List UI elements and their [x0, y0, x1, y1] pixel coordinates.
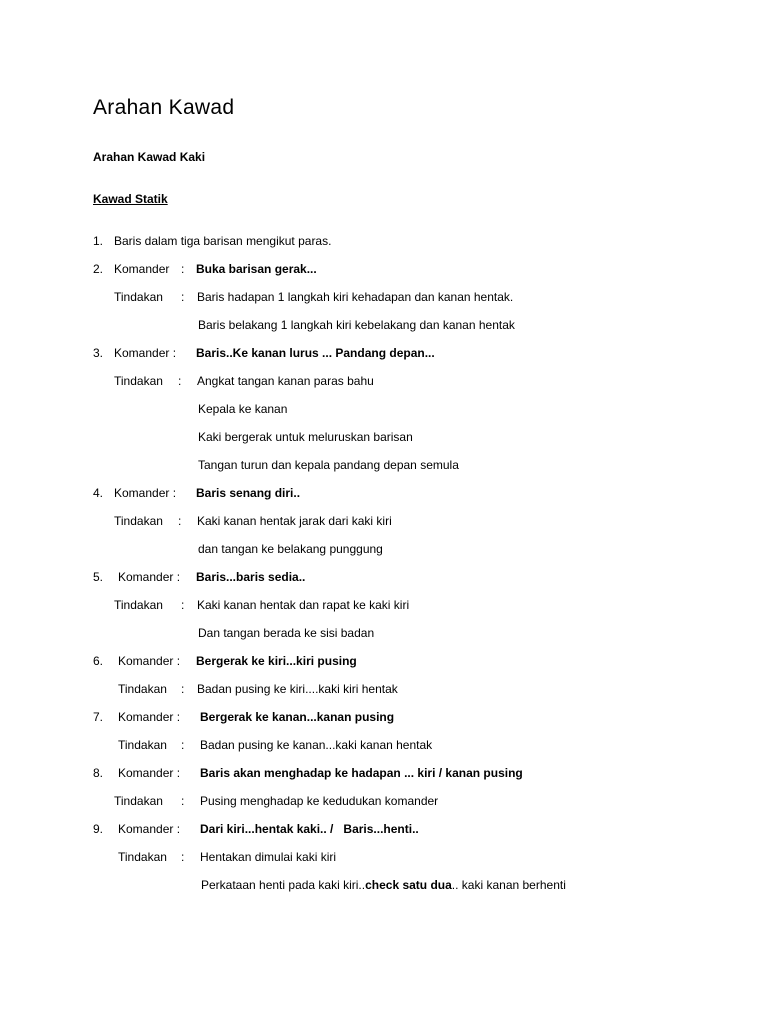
komander-label: Komander — [114, 262, 170, 276]
tindakan-label: Tindakan — [114, 374, 163, 388]
command-text: Bergerak ke kanan...kanan pusing — [200, 710, 395, 724]
action-text: Baris belakang 1 langkah kiri kebelakang dan kanan hentak — [198, 318, 515, 332]
tindakan-label: Tindakan — [114, 794, 163, 808]
command-text: Baris...baris sedia.. — [196, 570, 306, 584]
page-title: Arahan Kawad — [93, 96, 235, 119]
tindakan-colon: : — [181, 598, 185, 612]
command-text: Buka barisan gerak... — [196, 262, 317, 276]
item-number: 9. — [93, 822, 104, 836]
action-text: Dan tangan berada ke sisi badan — [198, 626, 375, 640]
komander-colon: : — [181, 262, 185, 276]
komander-label: Komander : — [118, 710, 181, 724]
action-text: Kaki kanan hentak jarak dari kaki kiri — [197, 514, 392, 528]
item-number: 7. — [93, 710, 104, 724]
action-text-line — [201, 878, 566, 892]
action-text: Kaki bergerak untuk meluruskan barisan — [198, 430, 413, 444]
item-number: 5. — [93, 570, 104, 584]
command-text: Baris senang diri.. — [196, 486, 301, 500]
komander-label: Komander : — [114, 346, 177, 360]
tindakan-colon: : — [178, 514, 182, 528]
action-text: Tangan turun dan kepala pandang depan semula — [198, 458, 459, 472]
command-text: Baris..Ke kanan lurus ... Pandang depan... — [196, 346, 435, 360]
komander-label: Komander : — [118, 766, 181, 780]
action-text: Pusing menghadap ke kedudukan komander — [200, 794, 439, 808]
section-heading: Kawad Statik — [93, 192, 168, 206]
action-text-pre: Perkataan henti pada kaki kiri.. — [201, 878, 366, 892]
item-text: Baris dalam tiga barisan mengikut paras. — [114, 234, 332, 248]
command-text: Baris akan menghadap ke hadapan ... kiri / kanan pusing — [200, 766, 523, 780]
komander-label: Komander : — [114, 486, 177, 500]
tindakan-label: Tindakan — [114, 598, 163, 612]
tindakan-label: Tindakan — [114, 514, 163, 528]
action-text-emphasis: check satu dua — [365, 878, 452, 892]
tindakan-label: Tindakan — [114, 290, 163, 304]
komander-label: Komander : — [118, 570, 181, 584]
tindakan-colon: : — [181, 290, 185, 304]
command-text: Dari kiri...hentak kaki.. / Baris...henti.. — [200, 822, 419, 836]
action-text: Baris hadapan 1 langkah kiri kehadapan dan kanan hentak. — [197, 290, 514, 304]
item-number: 6. — [93, 654, 104, 668]
tindakan-label: Tindakan — [118, 850, 167, 864]
action-text: Kepala ke kanan — [198, 402, 288, 416]
action-text: Badan pusing ke kiri....kaki kiri hentak — [197, 682, 398, 696]
tindakan-colon: : — [181, 850, 185, 864]
item-number: 3. — [93, 346, 104, 360]
tindakan-label: Tindakan — [118, 682, 167, 696]
item-number: 8. — [93, 766, 104, 780]
item-number: 4. — [93, 486, 104, 500]
document-subtitle: Arahan Kawad Kaki — [93, 150, 206, 164]
command-text: Bergerak ke kiri...kiri pusing — [196, 654, 357, 668]
action-text: Angkat tangan kanan paras bahu — [197, 374, 374, 388]
action-text: Kaki kanan hentak dan rapat ke kaki kiri — [197, 598, 410, 612]
tindakan-colon: : — [181, 794, 185, 808]
tindakan-colon: : — [181, 682, 185, 696]
komander-label: Komander : — [118, 822, 181, 836]
tindakan-colon: : — [181, 738, 185, 752]
item-number: 2. — [93, 262, 104, 276]
action-text: Hentakan dimulai kaki kiri — [200, 850, 337, 864]
tindakan-colon: : — [178, 374, 182, 388]
action-text: Badan pusing ke kanan...kaki kanan hentak — [200, 738, 433, 752]
action-text: dan tangan ke belakang punggung — [198, 542, 383, 556]
komander-label: Komander : — [118, 654, 181, 668]
action-text-post: .. kaki kanan berhenti — [451, 878, 566, 892]
item-number: 1. — [93, 234, 104, 248]
tindakan-label: Tindakan — [118, 738, 167, 752]
